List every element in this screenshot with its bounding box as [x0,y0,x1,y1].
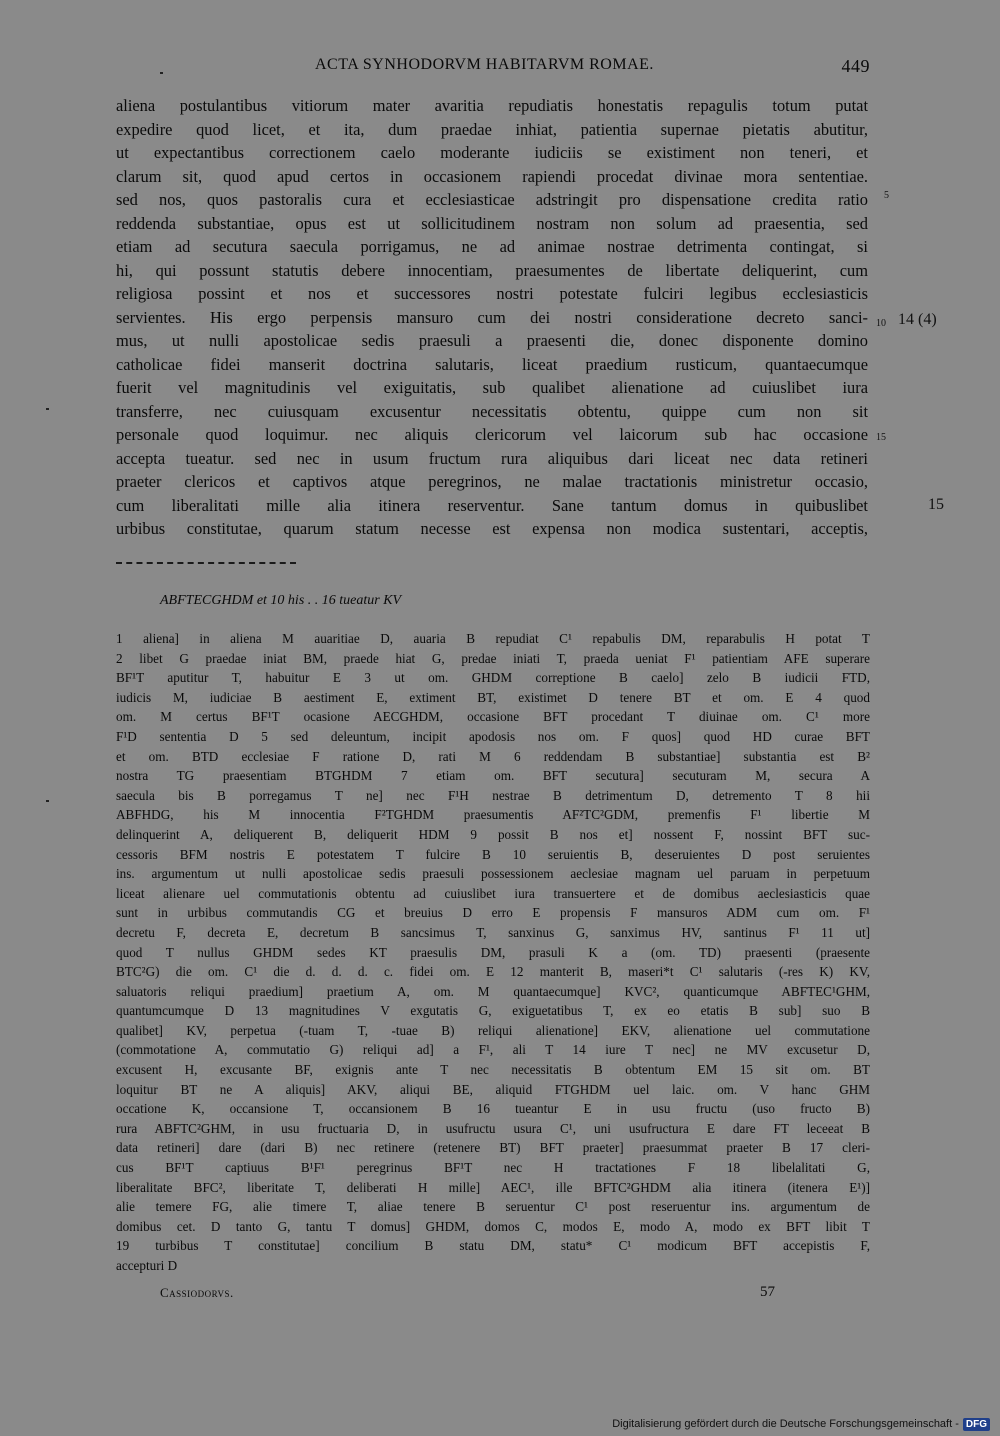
apparatus-line: liceat alienare uel commutationis obtentu ad cuiuslibet iura transuertere et de domibus aeclesiasticis quae [116,885,870,901]
text-line: etiam ad secutura saecula porrigamus, ne ad animae nostrae detrimenta contingat, si [116,237,868,256]
funding-banner [612,1416,990,1432]
running-title: ACTA SYNHODORVM HABITARVM ROMAE. [315,56,654,73]
text-line: ut expectantibus correctionem caelo moderante iudiciis se existiment non teneri, et [116,143,868,162]
separator-rule [116,562,296,564]
signature-author: Cassiodorvs. [160,1285,234,1300]
text-line: praeter clericos et captivos atque peregrinos, ne malae tractationis ministretur occasio, [116,472,868,491]
text-line: servientes. His ergo perpensis mansuro cum dei nostri consideratione decreto sanci- [116,307,868,327]
apparatus-line: decretu F, decreta E, decretum B sancsimus T, sanxinus G, sanximus HV, santinus F¹ 11 ut] [116,924,870,940]
apparatus-line: quantumcumque D 13 magnitudines V exgutatis G, exiguetatibus T, ex eo etatis B sub] suo B [116,1003,870,1019]
apparatus-line: et om. BTD ecclesiae F ratione D, rati M 6 reddendam B substantiae] substantia est B² [116,748,870,764]
apparatus-line: saluatoris reliqui praedium] praetium A, om. M quantaecumque] KVC², quanticumque ABFTEC¹GHM, [116,983,870,999]
text-line: clarum sit, quod apud certos in occasionem rapiendi procedat divinae mora sententiae. [116,166,868,186]
apparatus-line: ABFHDG, his M innocentia F²TGHDM praesumentis AF²TC²GDM, premenfis F¹ libertie M [116,807,870,823]
apparatus-line: liberalitate BFC², liberitate T, deliberati H mille] AEC¹, ille BFTC²GHDM alia itinera (itenera E¹)] [116,1179,870,1195]
apparatus-line: 19 turbibus T constitutae] concilium B statu DM, statu* C¹ modicum BFT accepistis F, [116,1238,870,1254]
text-line: religiosa possint et nos et successores nostri potestate fulciri legibus ecclesiasticis [116,284,868,303]
critical-apparatus [116,629,870,1276]
line-number-10: 10 [876,318,886,329]
text-line: expedire quod licet, et ita, dum praedae inhiat, patientia supernae pietatis abutitur, [116,119,868,139]
text-line: transferre, nec cuiusquam excusentur necessitatis obtentu, quippe cum non sit [116,401,868,421]
text-line: accepta tueatur. sed nec in usum fructum rura aliquibus dari liceat nec data retineri [116,448,868,468]
apparatus-line: BF¹T aputitur T, habuitur E 3 ut om. GHDM correptione B caelo] zelo B iudicii FTD, [116,670,870,686]
dfg-logo: DFG [963,1418,990,1431]
text-line: reddenda substantiae, opus est ut sollicitudinem nostram non solum ad praesentia, sed [116,213,868,233]
apparatus-line: (commotatione A, commutatio G) reliqui ad] a F¹, ali T 14 iure T nec] ne MV excusetur D, [116,1042,870,1058]
apparatus-line: saecula bis B porregamus T ne] nec F¹H nestrae B detrimentum D, detremento T 8 hii [116,787,870,803]
apparatus-line: F¹D sententia D 5 sed deleuntum, incipit apodosis nos om. F quos] quod HD curae BFT [116,728,870,744]
main-text [116,94,868,541]
witness-list: ABFTECGHDM et 10 his . . 16 tueatur KV [160,593,402,608]
text-line: sed nos, quos pastoralis cura et ecclesiasticae adstringit pro dispensatione credita ratio [116,190,868,209]
text-line: mus, ut nulli apostolicae sedis praesuli a praesenti die, donec disponente domino [116,331,868,350]
apparatus-line: data retineri] dare (dari B) nec retinere (retenere BT) BFT praeter] praesummat praeter B 17 cleri- [116,1140,870,1156]
apparatus-line: alie temere FG, alie timere T, aliae tenere B seruentur C¹ post reseruentur ins. argumentum de [116,1199,870,1215]
scan-speck [46,800,49,802]
section-number-15: 15 [928,496,944,513]
apparatus-line: accepturi D [116,1258,178,1273]
scan-speck [46,408,49,410]
text-line: hi, qui possunt statutis debere innocentiam, praesumentes de libertate deliquerint, cum [116,260,868,280]
apparatus-line: BTC²G) die om. C¹ die d. d. d. c. fidei om. E 12 manterit B, maseri*t C¹ salutaris (-res K) KV, [116,964,870,980]
page-number: 449 [841,56,870,76]
signature-number: 57 [760,1284,775,1300]
apparatus-line: delinquerint A, deliquerent B, deliquerit HDM 9 possit B nos et] nossent F, nossint BFT suc- [116,826,870,842]
apparatus-line: quod T nullus GHDM sedes KT praesulis DM, prasuli K a (om. TD) praesenti (praesente [116,944,870,960]
funding-note: Digitalisierung gefördert durch die Deutsche Forschungsgemeinschaft - [612,1418,959,1430]
apparatus-line: 1 aliena] in aliena M auaritiae D, auaria B repudiat C¹ repabulis DM, reparabulis H potat T [116,631,870,646]
apparatus-line: sunt in urbibus commutandis CG et breuius D erro E propensis F mansuros ADM cum om. F¹ [116,905,870,921]
apparatus-line: occatione K, occansione T, occansionem B 16 tueantur E in usu fructu (uso fructo B) [116,1101,870,1117]
apparatus-line: nostra TG praesentiam BTGHDM 7 etiam om. BFT secutura] secuturam M, secura A [116,768,870,784]
apparatus-line: excusent H, excusante BF, exignis ante T nec necessitatis B obtentum EM 15 sit om. BT [116,1062,870,1078]
text-line: urbibus constitutae, quarum statum necesse est expensa non modica sustentari, acceptis, [116,519,868,538]
apparatus-line: qualibet] KV, perpetua (-tuam T, -tuae B) reliqui alienatione] EKV, alienatione uel commutatione [116,1022,870,1038]
section-number-14: 14 (4) [898,311,937,328]
line-number-15: 15 [876,432,886,443]
line-number-5: 5 [884,190,889,201]
apparatus-line: rura ABFTC²GHM, in usu fructuaria D, in usufructu usura C¹, uni usufructura E dare FT leceeat B [116,1120,870,1136]
text-line: cum liberalitati mille alia itinera reserventur. Sane tantum domus in quibuslibet [116,495,868,515]
apparatus-line: cus BF¹T captiuus B¹F¹ peregrinus BF¹T nec H tractationes F 18 libelalitati G, [116,1160,870,1176]
apparatus-line: domibus cet. D tanto G, tantu T domus] GHDM, domos C, modos E, modo A, modo ex BFT libit T [116,1218,870,1234]
apparatus-line: cessoris BFM nostris E potestatem T fulcire B 10 seruientis B, deseruientes D post seruientes [116,846,870,862]
text-line: personale quod loquimur. nec aliquis clericorum vel laicorum sub hac occasione [116,425,868,444]
apparatus-line: loquitur BT ne A aliquis] AKV, aliqui BE, aliquid FTGHDM uel laic. om. V hanc GHM [116,1081,870,1097]
apparatus-line: 2 libet G praedae iniat BM, praede hiat G, predae iniati T, praeda ueniat F¹ patientiam AFE superare [116,650,870,666]
apparatus-line: iudicis M, iudiciae B aestiment E, extiment BT, existimet D tenere BT et om. E 4 quod [116,689,870,705]
text-line: catholicae fidei manserit doctrina salutaris, liceat praedium rusticum, quantaecumque [116,354,868,374]
scan-speck [160,72,163,74]
text-line: fuerit vel magnitudinis vel exiguitatis, sub qualibet alienatione ad cuiuslibet iura [116,378,868,397]
apparatus-line: om. M certus BF¹T ocasione AECGHDM, occasione BFT procedant T diuinae om. C¹ more [116,709,870,725]
text-line: aliena postulantibus vitiorum mater avaritia repudiatis honestatis repagulis totum putat [116,96,868,115]
running-header [110,56,870,78]
apparatus-line: ins. argumentum ut nulli apostolicae sedis praesuli possessionem aeclesiae magnam uel paruam in perpetuum [116,866,870,882]
